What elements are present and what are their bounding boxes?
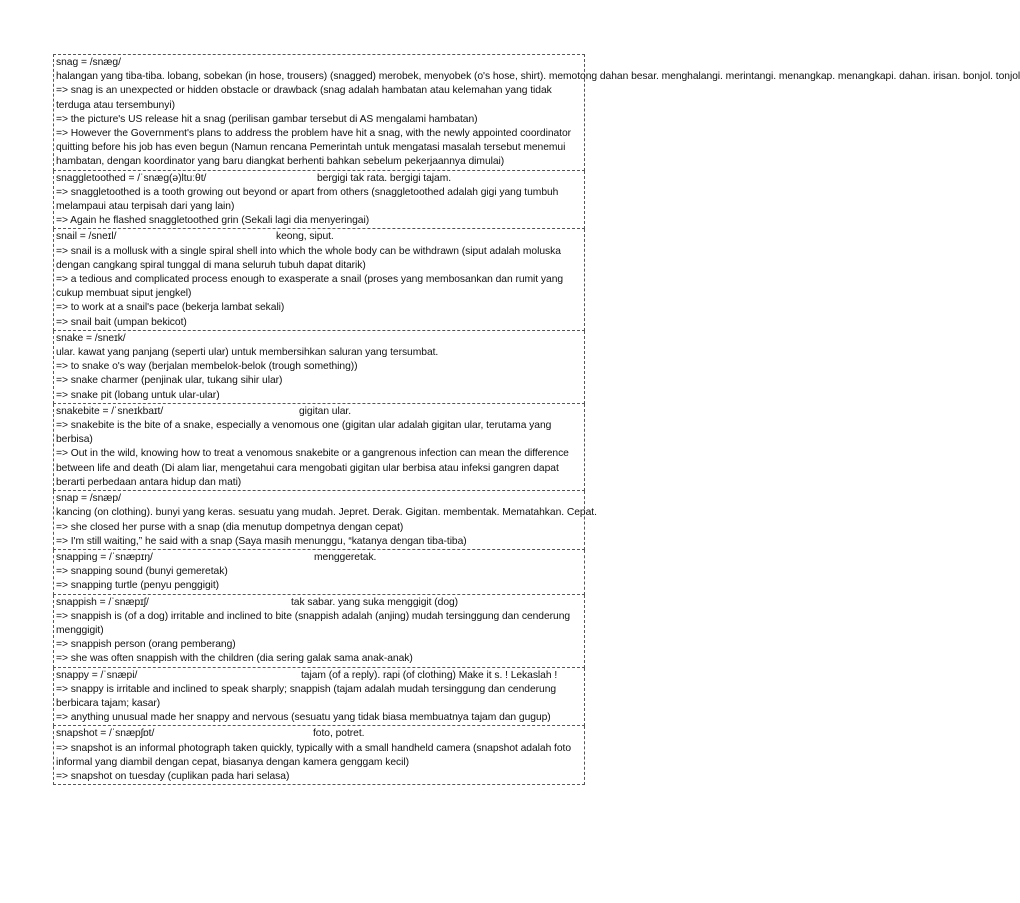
- headword: snappish = /ˈsnæpɪʃ/: [56, 596, 149, 608]
- dictionary-page: [53, 54, 1020, 785]
- example-line: => snakebite is the bite of a snake, especially a venomous one (gigitan ular adalah gigitan ular, terutama yang berbisa): [56, 420, 552, 446]
- example-line: => snag is an unexpected or hidden obstacle or drawback (snag adalah hambatan atau kelemahan yang tidak terduga atau tersembunyi): [56, 85, 552, 111]
- example-line: => she closed her purse with a snap (dia menutup dompetnya dengan cepat): [56, 521, 404, 533]
- example-line: => anything unusual made her snappy and nervous (sesuatu yang tidak biasa membuatnya tajam dan gugup): [56, 712, 551, 724]
- gloss: menggeretak.: [314, 551, 377, 563]
- example-line: => snake pit (lobang untuk ular-ular): [56, 389, 220, 401]
- gloss: tajam (of a reply). rapi (of clothing) Make it s. ! Lekaslah !: [301, 669, 558, 681]
- example-line: => she was often snappish with the children (dia sering galak sama anak-anak): [56, 653, 413, 665]
- example-line: => snapping sound (bunyi gemeretak): [56, 566, 228, 578]
- example-line: => snappish is (of a dog) irritable and inclined to bite (snappish adalah (anjing) mudah tersinggung dan cenderung menggigit): [56, 610, 571, 636]
- entry-head: [56, 596, 582, 610]
- entry-head: [56, 405, 582, 419]
- headword: snag = /snæg/: [56, 57, 121, 68]
- headword: snappy = /ˈsnæpi/: [56, 669, 138, 681]
- headword: snap = /snæp/: [56, 493, 121, 505]
- entry-head: [56, 669, 582, 683]
- entry-snakebite: [53, 404, 585, 491]
- gloss: bergigi tak rata. bergigi tajam.: [317, 172, 452, 184]
- example-line: => I'm still waiting,” he said with a snap (Saya masih menunggu, “katanya dengan tiba-tiba): [56, 535, 467, 547]
- entry-head: [56, 492, 597, 520]
- headword: snapping = /ˈsnæpɪŋ/: [56, 551, 153, 563]
- entry-head: [56, 230, 582, 244]
- entry-snappish: [53, 595, 585, 668]
- entry-snake: [53, 331, 585, 404]
- gloss: keong, siput.: [276, 231, 334, 243]
- headword: snake = /sneɪk/: [56, 332, 126, 344]
- entry-head: [56, 727, 582, 741]
- example-line: => snapshot is an informal photograph taken quickly, typically with a small handheld camera (snapshot adalah foto informal yang diambil dengan cepat, biasanya dengan kamera genggam kecil): [56, 742, 572, 768]
- gloss: halangan yang tiba-tiba. lobang, sobekan (in hose, trousers) (snagged) merobek, menyobek (o's hose, shirt). memotong dahan besar. menghalangi. merintangi. menangkap. menangkapi. dahan. irisan. bonjol. tonjol: [56, 71, 1020, 83]
- example-line: => to work at a snail's pace (bekerja lambat sekali): [56, 302, 285, 314]
- entry-snap: [53, 491, 597, 550]
- example-line: => snail bait (umpan bekicot): [56, 316, 187, 328]
- example-line: => Out in the wild, knowing how to treat a venomous snakebite or a gangrenous infection can mean the difference between life and death (Di alam liar, mengetahui cara mengobati gigitan ular berbisa atau infeksi gangren dapat berarti perbedaan antara hidup dan mati): [56, 448, 569, 488]
- gloss: tak sabar. yang suka menggigit (dog): [291, 596, 459, 608]
- example-line: => snail is a mollusk with a single spiral shell into which the whole body can be withdrawn (siput adalah moluska dengan cangkang spiral tunggal di mana seluruh tubuh dapat ditarik): [56, 245, 561, 271]
- entry-snag: [53, 54, 1020, 171]
- example-line: => the picture's US release hit a snag (perilisan gambar tersebut di AS mengalami hambatan): [56, 113, 478, 125]
- entry-snapshot: [53, 726, 585, 785]
- headword: snail = /sneɪl/: [56, 231, 117, 243]
- example-line: => snapshot on tuesday (cuplikan pada hari selasa): [56, 770, 290, 782]
- entry-snappy: [53, 668, 585, 727]
- entry-head: [56, 332, 582, 360]
- example-line: => snappy is irritable and inclined to speak sharply; snappish (tajam adalah mudah tersinggung dan cenderung berbicara tajam; kasar): [56, 683, 557, 709]
- example-line: => snappish person (orang pemberang): [56, 639, 236, 651]
- example-line: => snaggletoothed is a tooth growing out beyond or apart from others (snaggletoothed adalah gigi yang tumbuh melampaui atau terpisah dari yang lain): [56, 186, 559, 213]
- example-line: => to snake o's way (berjalan membelok-belok (trough something)): [56, 361, 358, 373]
- headword: snakebite = /ˈsneɪkbaɪt/: [56, 405, 164, 417]
- entry-head: [56, 172, 582, 186]
- example-line: => a tedious and complicated process enough to exasperate a snail (proses yang membosankan dan rumit yang cukup membuat siput jengkel): [56, 274, 564, 300]
- example-line: => snake charmer (penjinak ular, tukang sihir ular): [56, 375, 283, 387]
- headword: snapshot = /ˈsnæpʃɒt/: [56, 728, 155, 740]
- entry-snaggletoothed: [53, 171, 585, 230]
- entry-head: [56, 56, 1020, 84]
- example-line: => However the Government's plans to address the problem have hit a snag, with the newly appointed coordinator quitting before his job has even begun (Namun rencana Pemerintah untuk mengatasi masalah tersebut menemui hambatan, dengan koordinator yang baru diangkat berhenti bahkan sebelum pekerjaannya dimulai): [56, 128, 572, 168]
- example-line: => snapping turtle (penyu penggigit): [56, 580, 220, 592]
- entry-head: [56, 551, 582, 565]
- entry-snail: [53, 229, 585, 330]
- gloss: foto, potret.: [313, 728, 365, 740]
- gloss: kancing (on clothing). bunyi yang keras. sesuatu yang mudah. Jepret. Derak. Gigitan. membentak. Mematahkan. Cepat.: [56, 507, 597, 519]
- entry-snapping: [53, 550, 585, 595]
- example-line: => Again he flashed snaggletoothed grin (Sekali lagi dia menyeringai): [56, 215, 370, 227]
- gloss: gigitan ular.: [299, 405, 352, 417]
- gloss: ular. kawat yang panjang (seperti ular) untuk membersihkan saluran yang tersumbat.: [56, 347, 439, 359]
- headword: snaggletoothed = /ˈsnæg(ə)ltuːθt/: [56, 172, 207, 184]
